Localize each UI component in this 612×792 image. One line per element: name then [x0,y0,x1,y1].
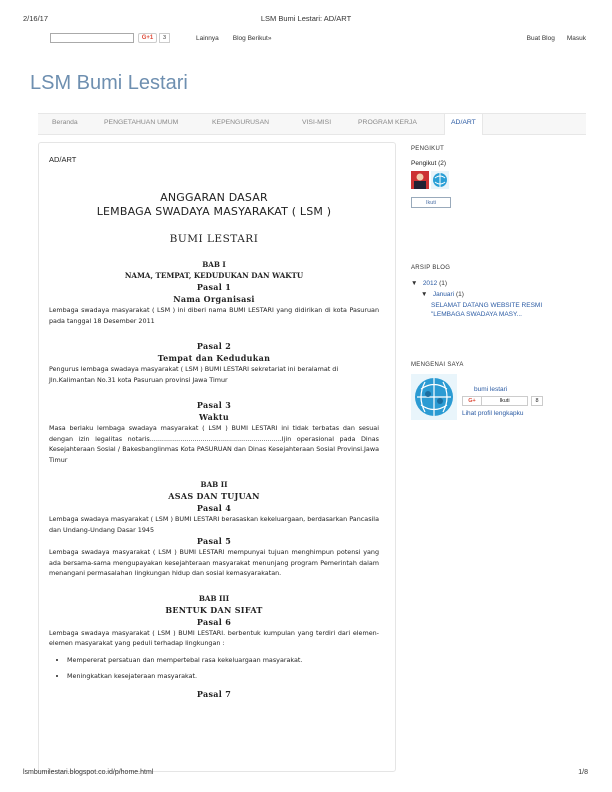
pasal-title: Nama Organisasi [173,294,255,304]
archive-post-link[interactable]: SELAMAT DATANG WEBSITE RESMI "LEMBAGA SWADAYA MASY... [431,302,543,318]
tab-visi-misi[interactable]: VISI-MISI [302,119,332,126]
bab-heading: BAB I [202,260,226,269]
gplus-button[interactable]: G+1 [138,33,157,43]
doc-heading-2: LEMBAGA SWADAYA MASYARAKAT ( LSM ) [96,205,332,218]
paragraph: Pengurus lembaga swadaya masyarakat ( LSM ) BUMI LESTARI sekretariat ini beralamat di [49,365,339,373]
follower-avatar[interactable] [431,171,449,189]
tab-kepengurusan[interactable]: KEPENGURUSAN [212,119,270,126]
list-item: • Meningkatkan kesejateraan masyarakat. [67,671,379,682]
expand-icon[interactable]: ▼ [411,280,418,287]
print-url: lsmbumilestari.blogspot.co.id/p/home.html [23,769,154,776]
pasal-heading: Pasal 7 [196,688,232,699]
create-blog-link[interactable]: Buat Blog [526,34,555,42]
print-title: LSM Bumi Lestari: AD/ART [260,14,352,23]
followers-widget [411,146,586,208]
tab-beranda[interactable]: Beranda [52,119,78,126]
page-tabs [38,113,586,135]
profile-follow-button[interactable]: Ikuti [482,396,528,406]
paragraph: Lembaga swadaya masyarakat ( LSM ) BUMI LESTARI berasaskan kekeluargaan, berdasarkan Pancasila dan Undang-Undang Dasar 1945 [49,515,379,534]
tab-pengetahuan-umum[interactable]: PENGETAHUAN UMUM [104,119,179,126]
pasal-heading: Pasal 6 [196,616,232,627]
tab-program-kerja[interactable]: PROGRAM KERJA [358,119,417,126]
blog-title[interactable]: LSM Bumi Lestari [30,72,188,94]
bab-heading: BAB II [200,480,228,489]
more-link[interactable]: Lainnya [196,34,219,42]
paragraph: Lembaga swadaya masyarakat ( LSM ) BUMI LESTARI mempunyai tujuan menghimpun potensi yang ada bersama-sama mengupayakan kesejahteraan masyarakat menunjang program Pemerintah dalam menangani permasalahan lingkungan hidup dan sosial kemasyarakatan. [49,548,379,577]
archive-month-count: (1) [455,291,464,298]
bab-title: BENTUK DAN SIFAT [165,604,263,615]
archive-year-count: (1) [439,280,448,287]
about-widget [411,362,586,424]
list-item: • Mempererat persatuan dan mempertebal rasa kekeluargaan masyarakat. [67,655,379,666]
pasal-heading: Pasal 5 [196,536,232,546]
bab-title: ASAS DAN TUJUAN [168,491,260,501]
follow-button[interactable]: Ikuti [411,197,451,208]
doc-heading-1: ANGGARAN DASAR [160,191,268,204]
follower-avatar[interactable] [411,171,429,189]
sign-in-link[interactable]: Masuk [566,34,586,42]
paragraph: Masa berlaku lembaga swadaya masyarakat ( LSM ) BUMI LESTARI ini tidak terbatas dan sesuai dengan izin legalitas notaris.................................................................Ijin operasional pada Dinas Kesejahteraan Sosial / Bakesbanglinmas Kota PASURUAN dan Dinas Kesejahteraan Sosial Provinsi.Jawa Timur [49,424,379,464]
pasal-heading: Pasal 3 [196,400,232,410]
print-date: 2/16/17 [23,14,49,23]
followers-heading: PENGIKUT [411,146,445,152]
archive-widget [411,265,586,319]
post-container [38,142,396,772]
print-page-number: 1/8 [578,769,588,776]
bullet-list [67,655,379,682]
profile-globe-image[interactable] [411,374,457,420]
pasal-title: Waktu [198,412,230,422]
search-input[interactable] [50,33,134,43]
doc-subtitle: BUMI LESTARI [169,233,259,245]
archive-heading: ARSIP BLOG [411,265,451,271]
blogger-navbar [38,28,586,48]
paragraph: Lembaga swadaya masyarakat ( LSM ) ini diberi nama BUMI LESTARI yang didirikan di kota Pasuruan pada tanggal 18 Desember 2011 [49,306,379,325]
archive-year-link[interactable]: 2012 [422,280,438,287]
full-profile-link[interactable]: Lihat profil lengkapku [462,410,524,417]
bab-heading: BAB III [198,593,230,603]
profile-follow-count: 8 [531,396,543,406]
pasal-title: Tempat dan Kedudukan [157,353,271,363]
post-body [49,191,379,700]
pasal-heading: Pasal 1 [196,282,232,292]
paragraph: Lembaga swadaya masyarakat ( LSM ) BUMI LESTARI. berbentuk kumpulan yang terdiri dari elemen-elemen masyarakat yang peduli terhadap lingkungan : [49,628,379,647]
gplus-count: 3 [159,33,170,43]
next-blog-link[interactable]: Blog Berikut» [232,34,272,42]
about-heading: MENGENAI SAYA [411,362,464,368]
expand-icon[interactable]: ▼ [421,291,428,298]
post-title: AD/ART [49,155,77,164]
archive-month-link[interactable]: Januari [432,291,455,298]
bab-title: NAMA, TEMPAT, KEDUDUKAN DAN WAKTU [124,271,304,280]
pasal-heading: Pasal 2 [196,341,232,351]
tab-ad-art[interactable]: AD/ART [444,114,483,135]
paragraph: Jln.Kalimantan No.31 kota Pasuruan provinsi Jawa Timur [49,375,228,384]
gplus-button[interactable]: G+ [462,396,482,406]
followers-count: Pengikut (2) [411,160,447,167]
profile-name-link[interactable]: bumi lestari [474,386,508,393]
pasal-heading: Pasal 4 [196,503,232,513]
